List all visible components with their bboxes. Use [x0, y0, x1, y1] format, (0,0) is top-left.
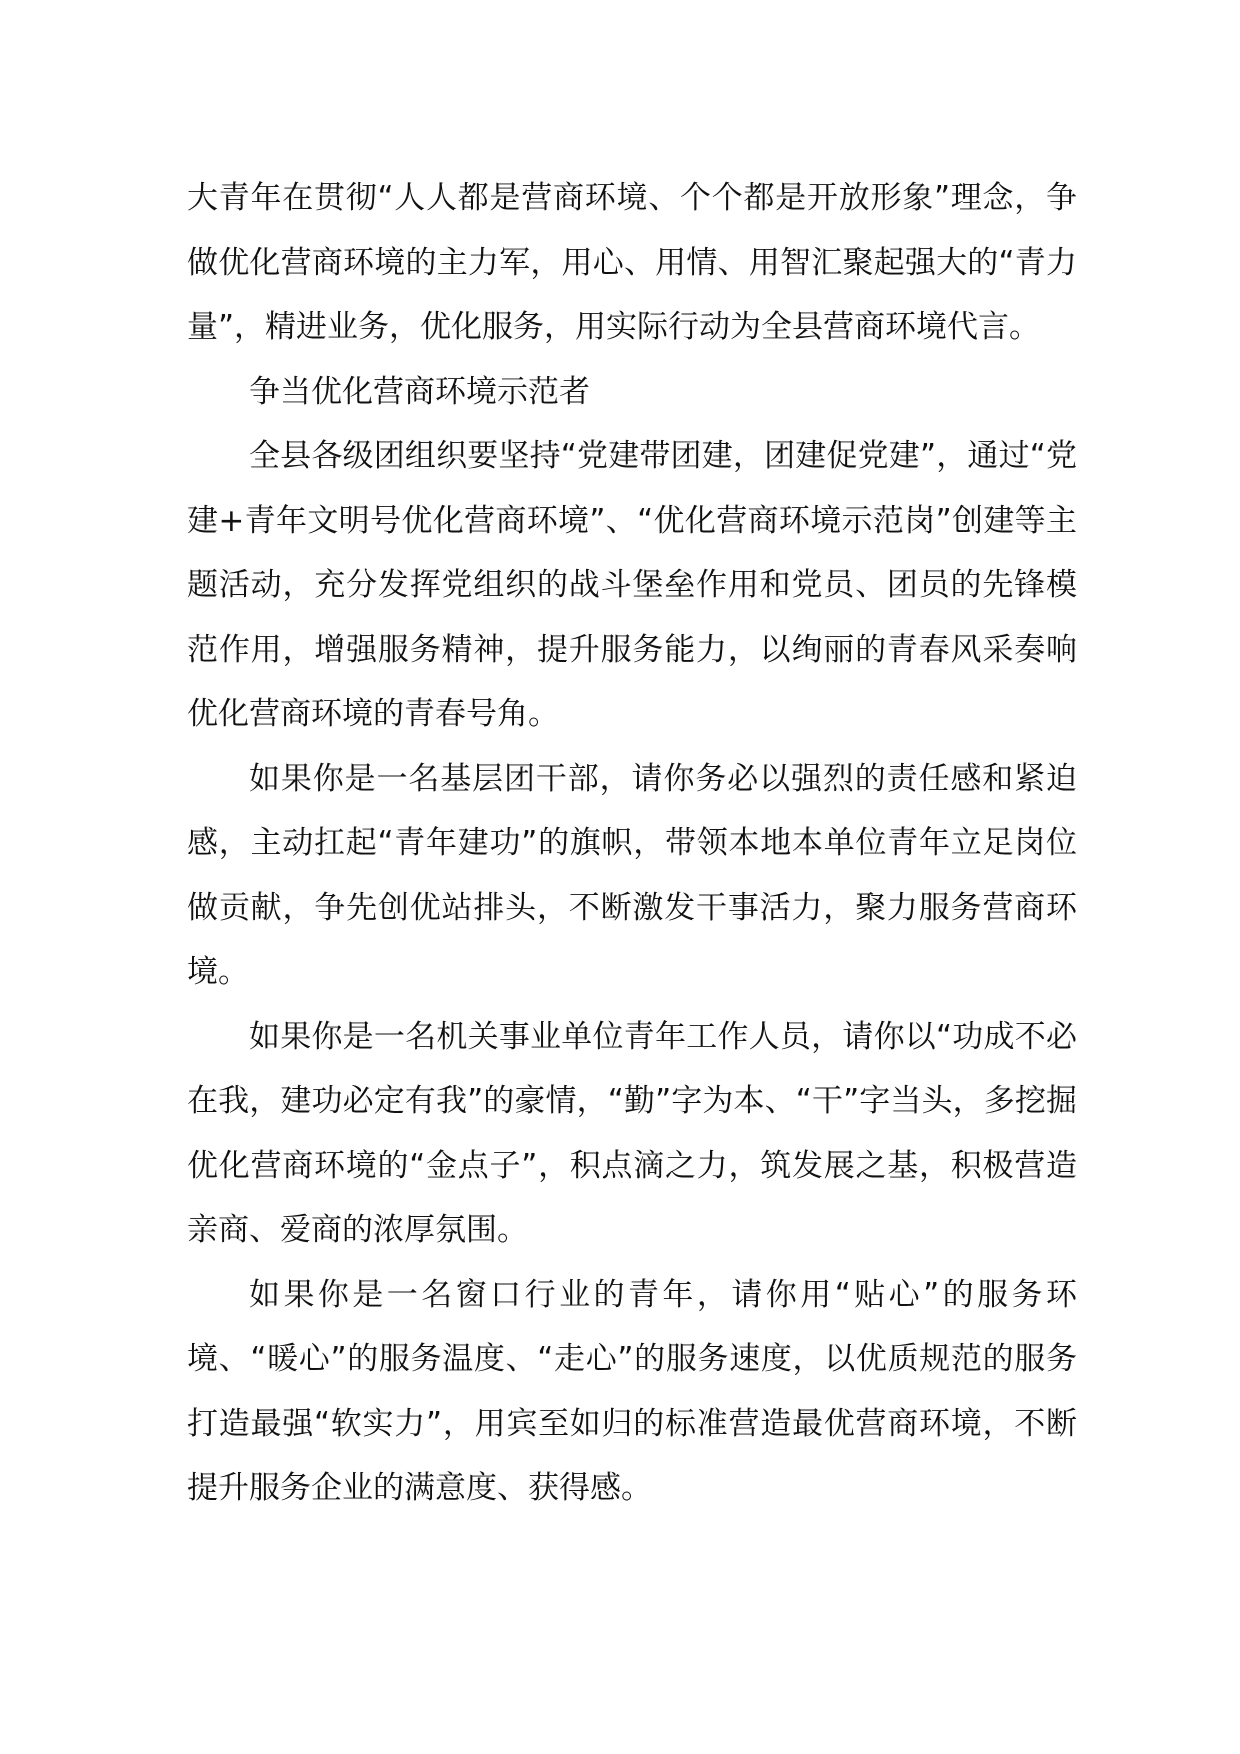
paragraph-window-industry: 如果你是一名窗口行业的青年，请你用“贴心”的服务环境、“暖心”的服务温度、“走心”的服务速度，以优质规范的服务打造最强“软实力”，用宾至如归的标准营造最优营商环境，不断提升服务企业的满意度、获得感。: [187, 1276, 1077, 1506]
paragraph-institution-staff: 如果你是一名机关事业单位青年工作人员，请你以“功成不必在我，建功必定有我”的豪情，“勤”字为本、“干”字当头，多挖掘优化营商环境的“金点子”，积点滴之力，筑发展之基，积极营造亲商、爱商的浓厚氛围。: [187, 1018, 1077, 1248]
document-body: [187, 166, 1077, 1521]
paragraph-grassroots-cadre: 如果你是一名基层团干部，请你务必以强烈的责任感和紧迫感，主动扛起“青年建功”的旗帜，带领本地本单位青年立足岗位做贡献，争先创优站排头，不断激发干事活力，聚力服务营商环境。: [187, 760, 1077, 990]
paragraph-organizations: 全县各级团组织要坚持“党建带团建，团建促党建”，通过“党建+青年文明号优化营商环境”、“优化营商环境示范岗”创建等主题活动，充分发挥党组织的战斗堡垒作用和党员、团员的先锋模范作用，增强服务精神，提升服务能力，以绚丽的青春风采奏响优化营商环境的青春号角。: [187, 438, 1077, 732]
section-heading: 争当优化营商环境示范者: [249, 373, 590, 410]
paragraph-continuation: 大青年在贯彻“人人都是营商环境、个个都是开放形象”理念，争做优化营商环境的主力军，用心、用情、用智汇聚起强大的“青力量”，精进业务，优化服务，用实际行动为全县营商环境代言。: [187, 180, 1077, 345]
